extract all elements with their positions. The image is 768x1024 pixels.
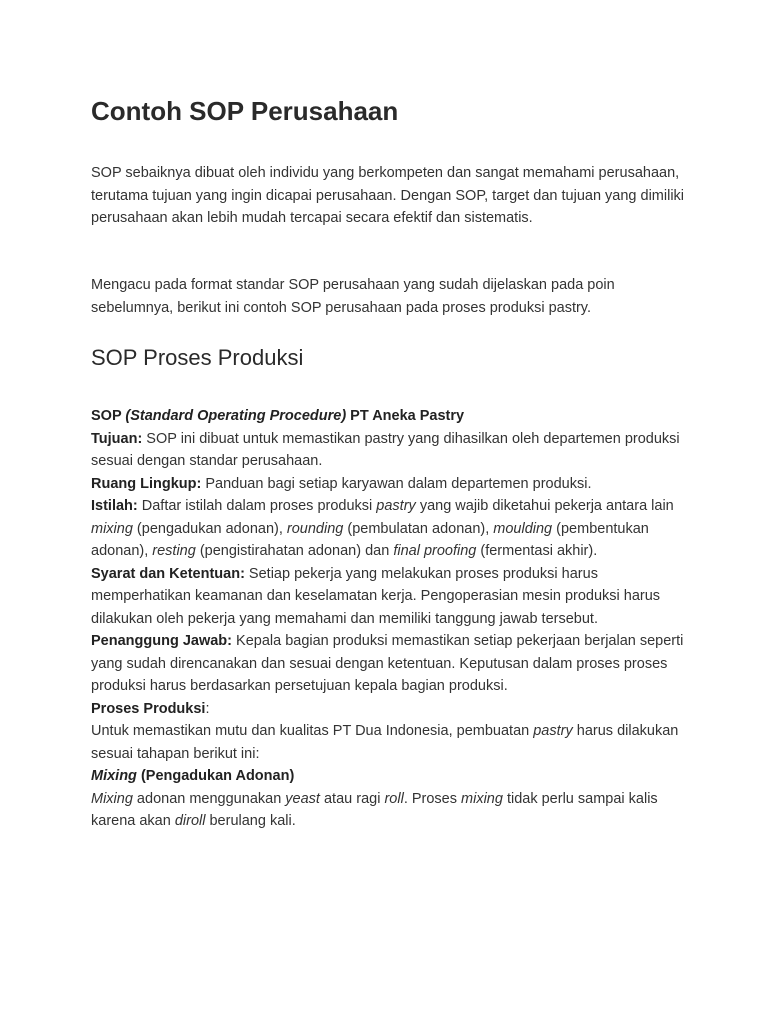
mixing-term: mixing	[461, 790, 503, 807]
syarat-label: Syarat dan Ketentuan:	[91, 565, 245, 582]
istilah-text: Daftar istilah dalam proses produksi	[137, 498, 377, 514]
proses-produksi-label: Proses Produksi	[91, 700, 206, 717]
mixing-span: atau ragi	[319, 790, 385, 807]
mixing-text	[91, 788, 691, 833]
penanggung-jawab-label: Penanggung Jawab:	[91, 633, 232, 649]
sop-istilah	[91, 495, 691, 563]
intro-paragraph-1: SOP sebaiknya dibuat oleh individu yang berkompeten dan sangat memahami perusahaan, terutama tujuan yang ingin dicapai perusahaan. Dengan SOP, target dan tujuan yang dimiliki perusahaan akan lebih mudah tercapai secara efektif dan sistematis.	[91, 165, 685, 226]
istilah-term: moulding	[493, 520, 553, 537]
istilah-term: resting	[152, 543, 196, 559]
ruang-lingkup-text: Panduan bagi setiap karyawan dalam departemen produksi.	[201, 475, 592, 492]
istilah-text: (pembentukan adonan),	[91, 520, 649, 559]
istilah-text: (pembulatan adonan),	[343, 520, 494, 537]
mixing-span: tidak perlu sampai kalis karena akan	[91, 790, 658, 829]
penanggung-jawab-text: Kepala bagian produksi memastikan setiap pekerjaan berjalan seperti yang sudah direncanakan dan sesuai dengan ketentuan. Keputusan dalam proses proses produksi harus berdasarkan persetujuan kepala bagian produksi.	[91, 633, 684, 694]
mixing-term: yeast	[285, 790, 320, 807]
proses-term: pastry	[533, 723, 573, 739]
sop-proses-produksi-heading	[91, 698, 691, 721]
sop-heading-prefix: SOP	[91, 408, 126, 424]
ruang-lingkup-label: Ruang Lingkup:	[91, 475, 202, 492]
mixing-term: diroll	[174, 813, 206, 829]
sop-proses-produksi-text	[91, 720, 691, 765]
sop-penanggung-jawab	[91, 630, 691, 698]
mixing-heading-italic: Mixing	[91, 768, 137, 784]
istilah-term: final proofing	[393, 543, 477, 559]
mixing-term: roll	[384, 790, 404, 807]
istilah-term: pastry	[376, 498, 416, 514]
syarat-text: Setiap pekerja yang melakukan proses produksi harus memperhatikan keamanan dan keselamatan kerja. Pengoperasian mesin produksi harus dilakukan oleh pekerja yang memahami dan memiliki tanggung jawab tersebut.	[91, 565, 661, 627]
tujuan-label: Tujuan:	[91, 430, 143, 447]
intro-paragraph-2: Mengacu pada format standar SOP perusahaan yang sudah dijelaskan pada poin sebelumnya, berikut ini contoh SOP perusahaan pada proses produksi pastry.	[91, 277, 615, 316]
mixing-heading-suffix: (Pengadukan Adonan)	[136, 768, 295, 784]
mixing-span: . Proses	[403, 790, 462, 807]
mixing-span: adonan menggunakan	[132, 790, 286, 807]
sop-heading-italic: (Standard Operating Procedure)	[125, 408, 347, 424]
sop-ruang-lingkup	[91, 473, 691, 496]
istilah-term: rounding	[286, 520, 344, 537]
sop-tujuan	[91, 428, 691, 473]
mixing-term: Mixing	[91, 790, 133, 807]
sop-syarat	[91, 563, 691, 631]
istilah-text: (fermentasi akhir).	[476, 543, 598, 559]
proses-produksi-colon: :	[205, 700, 210, 717]
mixing-heading	[91, 765, 691, 788]
mixing-span: berulang kali.	[205, 813, 296, 829]
section-title: SOP Proses Produksi	[91, 345, 304, 370]
page-title: Contoh SOP Perusahaan	[91, 96, 399, 126]
istilah-label: Istilah:	[91, 498, 138, 514]
sop-heading	[91, 405, 691, 428]
istilah-text: (pengadukan adonan),	[132, 520, 287, 537]
proses-text: Untuk memastikan mutu dan kualitas PT Dua Indonesia, pembuatan	[91, 723, 534, 739]
tujuan-text: SOP ini dibuat untuk memastikan pastry yang dihasilkan oleh departemen produksi sesuai dengan standar perusahaan.	[91, 430, 680, 469]
proses-text: harus dilakukan sesuai tahapan berikut ini:	[91, 723, 679, 762]
sop-body	[91, 405, 691, 833]
istilah-text: (pengistirahatan adonan) dan	[195, 543, 394, 559]
istilah-term: mixing	[91, 520, 133, 537]
sop-heading-suffix: PT Aneka Pastry	[346, 408, 465, 424]
istilah-text: yang wajib diketahui pekerja antara lain	[415, 498, 674, 514]
